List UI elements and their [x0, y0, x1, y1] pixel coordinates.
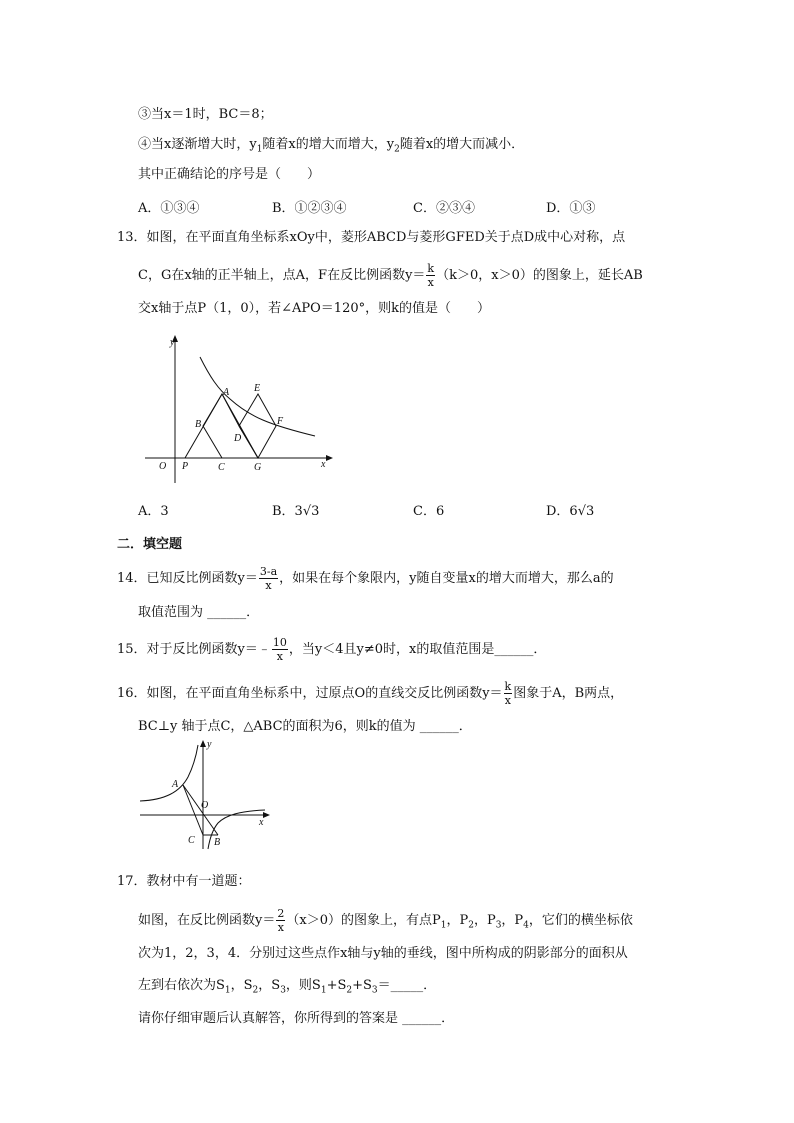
q12-option-b: B．①②③④ — [272, 201, 347, 216]
q12-item4: ④当x逐渐增大时，$y_1$随着x的增大而增大，$y_2$随着x的增大而减小． — [138, 137, 525, 155]
q13-hyperbola — [200, 357, 315, 436]
q13-x-arrow — [326, 455, 333, 461]
q13-label-C: C — [218, 462, 225, 473]
q13-line3: 交x轴于点P（1，0），若∠APO＝120°，则k的值是（ ） — [138, 301, 490, 316]
q13-figure — [140, 333, 340, 493]
q13-line1: 13．如图，在平面直角坐标系xOy中，菱形ABCD与菱形GFED关于点D成中心对称，点 — [117, 230, 626, 245]
q13-option-d: D．6√3 — [546, 504, 595, 519]
q16-y-arrow — [200, 740, 206, 747]
q13-label-G: G — [254, 462, 262, 473]
q16-label-O: O — [201, 800, 209, 811]
q16-label-C: C — [188, 835, 195, 846]
q16-x-arrow — [263, 812, 270, 818]
section-fill-in-title: 二．填空题 — [117, 537, 183, 552]
q16-line1: 16．如图，在平面直角坐标系中，过原点O的直线交反比例函数y＝ $\frac{k}{x}$ 图象于A，B两点， — [117, 680, 624, 707]
q12-option-c: C．②③④ — [413, 201, 475, 216]
q17-line4: 左到右依次为$S_1$，$S_2$，$S_3$，则$S_1+S_2+S_3=\_\_\_\_\_$． — [138, 978, 437, 996]
q16-fraction: $\frac{k}{x}$ — [504, 680, 512, 707]
q17-fraction: $\frac{2}{x}$ — [277, 907, 285, 934]
q13-label-D: D — [234, 433, 242, 444]
q13-option-c: C．6 — [413, 504, 445, 519]
q14-line2: 取值范围为 ______． — [138, 605, 260, 620]
q16-label-A: A — [172, 779, 179, 790]
q13-label-A: A — [223, 387, 230, 398]
q16-label-x: x — [259, 817, 264, 828]
q14-fraction: $\frac{3-a}{x}$ — [259, 565, 278, 592]
q16-figure — [135, 737, 275, 852]
q12-prompt: 其中正确结论的序号是（ ） — [138, 167, 321, 182]
q12-item3: ③当x＝1时，BC＝8； — [138, 107, 273, 122]
q16-hyperbola-left — [140, 745, 198, 801]
q13-option-b: B．3√3 — [272, 504, 320, 519]
q12-option-d: D．①③ — [546, 201, 596, 216]
q14-line1: 14．已知反比例函数y＝ $\frac{3-a}{x}$ ，如果在每个象限内，y随自变量x的增大而增大，那么a的 — [117, 565, 614, 592]
q13-line2: C，G在x轴的正半轴上，点A，F在反比例函数y＝ $\frac{k}{x}$ （k＞0，x＞0）的图象上，延长AB — [138, 262, 643, 289]
q13-label-x: x — [321, 459, 326, 470]
q17-line1: 17．教材中有一道题： — [117, 874, 251, 889]
q13-option-a: A．3 — [138, 504, 169, 519]
q13-label-O: O — [159, 461, 167, 472]
q13-label-y: y — [170, 337, 175, 348]
q16-label-B: B — [214, 837, 221, 848]
q15-line: 15．对于反比例函数y＝﹣ $\frac{10}{x}$ ，当y＜4且y≠0时，x的取值范围是______． — [117, 636, 547, 663]
q13-label-P: P — [182, 461, 189, 472]
q13-fraction: $\frac{k}{x}$ — [427, 262, 435, 289]
q16-line2: BC⊥y 轴于点C，△ABC的面积为6，则k的值为 ______． — [138, 719, 472, 734]
q13-rhombus-edges — [203, 394, 258, 458]
q13-rhombus-gfed — [239, 394, 276, 458]
q17-line5: 请你仔细审题后认真解答，你所得到的答案是 ______． — [138, 1011, 455, 1026]
q13-label-F: F — [277, 416, 284, 427]
q17-line3: 次为1，2，3，4．分别过这些点作x轴与y轴的垂线，图中所构成的阴影部分的面积从 — [138, 946, 628, 961]
q15-fraction: $\frac{10}{x}$ — [272, 636, 287, 663]
q17-line2: 如图，在反比例函数y＝ $\frac{2}{x}$ （x＞0）的图象上，有点$P_1$，$P_2$，$P_3$，$P_4$，它们的横坐标依 — [138, 907, 633, 934]
q13-label-E: E — [254, 383, 261, 394]
q13-label-B: B — [195, 419, 202, 430]
q16-label-y: y — [207, 739, 212, 750]
q12-option-a: A．①③④ — [138, 201, 200, 216]
